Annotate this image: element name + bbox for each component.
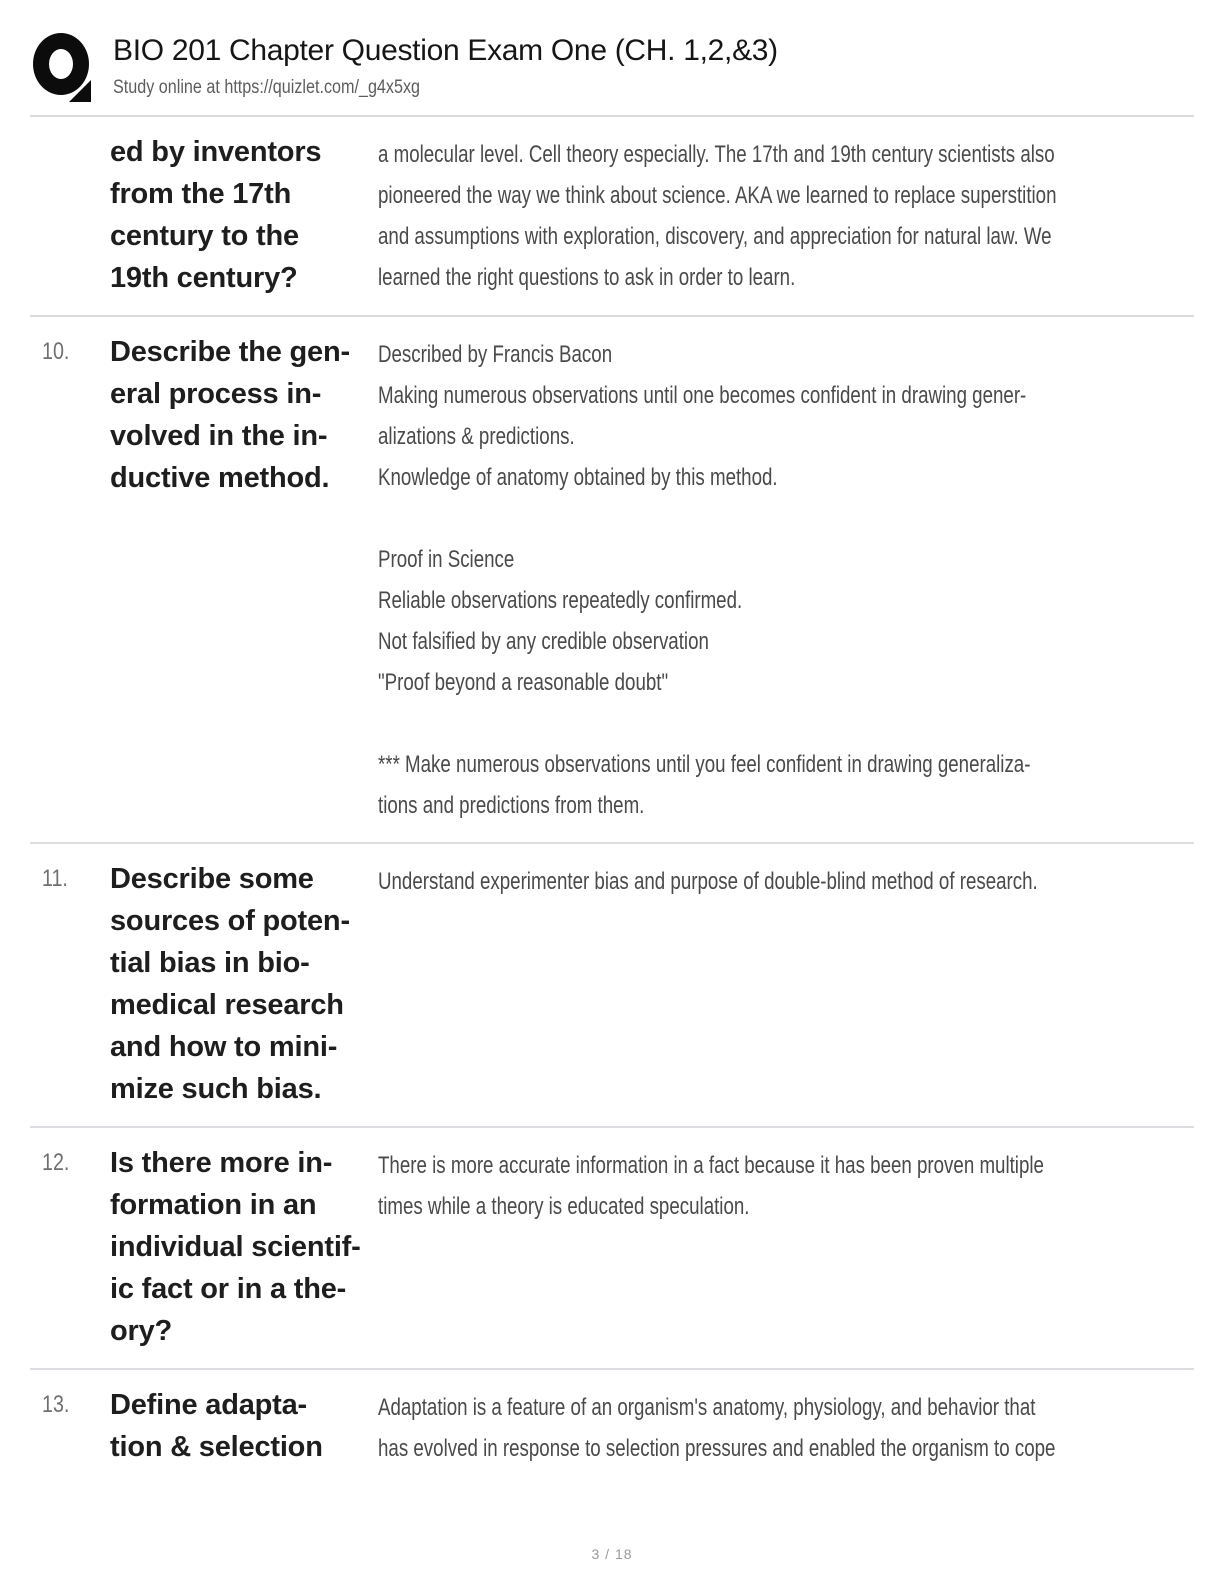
answer-line: has evolved in response to selection pressures and enabled the organism to cope [378,1435,1056,1462]
answer-text [378,858,1224,902]
question-text [110,858,378,1110]
answer-line: *** Make numerous observations until you feel confident in drawing generaliza- [378,751,1031,778]
qa-row [30,844,1194,1128]
question-line: 19th century? [110,262,298,294]
question-line: tial bias in bio- [110,947,310,979]
answer-line [378,703,1030,744]
question-line: medical research [110,989,344,1021]
qa-list [0,117,1224,1485]
page-footer [0,1546,1224,1562]
question-line: century to the [110,220,299,252]
answer-text [378,331,1214,826]
question-line: formation in an [110,1189,317,1221]
qa-row [30,1370,1194,1485]
answer-line: Understand experimenter bias and purpose of double-blind method of research. [378,868,1038,895]
page-title: BIO 201 Chapter Question Exam One (CH. 1,2,&3) [113,34,778,67]
answer-line: Not falsified by any credible observation [378,628,709,655]
answer-line: "Proof beyond a reasonable doubt" [378,669,669,696]
answer-line: pioneered the way we think about science. AKA we learned to replace superstition [378,182,1057,209]
quizlet-q-ring [33,33,89,95]
quizlet-q-logo-icon [33,33,89,95]
page-number: 3 / 18 [591,1546,633,1562]
question-line: mize such bias. [110,1073,322,1105]
question-line: volved in the in- [110,420,328,452]
answer-text [378,131,1224,298]
answer-line: and assumptions with exploration, discovery, and appreciation for natural law. We [378,223,1052,250]
question-line: and how to mini- [110,1031,338,1063]
answer-text [378,1384,1224,1469]
answer-line: Making numerous observations until one becomes confident in drawing gener- [378,382,1027,409]
study-online-link[interactable]: Study online at https://quizlet.com/_g4x5xg [113,77,421,98]
question-line: from the 17th [110,178,292,210]
qa-row [30,317,1194,844]
answer-line: times while a theory is educated speculation. [378,1193,750,1220]
question-line: ed by inventors [110,136,322,168]
answer-line: Knowledge of anatomy obtained by this method. [378,464,778,491]
question-line: ductive method. [110,462,330,494]
question-line: Describe the gen- [110,336,350,368]
question-line: tion & selection [110,1431,323,1463]
header-text [113,30,778,99]
question-number: 11. [42,865,68,892]
question-line: eral process in- [110,378,322,410]
question-text [110,1384,378,1468]
answer-line: learned the right questions to ask in order to learn. [378,264,796,291]
question-text [110,131,378,299]
question-line: individual scientif- [110,1231,361,1263]
answer-line: a molecular level. Cell theory especially. The 17th and 19th century scientists also [378,141,1055,168]
answer-line: Described by Francis Bacon [378,341,613,368]
answer-line: tions and predictions from them. [378,792,645,819]
question-line: ic fact or in a the- [110,1273,347,1305]
page-header [30,0,1194,117]
answer-line: There is more accurate information in a fact because it has been proven multiple [378,1152,1044,1179]
qa-row [30,1128,1194,1370]
question-line: Is there more in- [110,1147,333,1179]
question-line: ory? [110,1315,173,1347]
question-line: Define adapta- [110,1389,308,1421]
answer-line: Reliable observations repeatedly confirmed. [378,587,743,614]
question-number: 13. [42,1391,70,1418]
question-text [110,1142,378,1352]
answer-line: Proof in Science [378,546,515,573]
qa-row [30,117,1194,317]
question-line: Describe some [110,863,314,895]
question-number: 10. [42,338,70,365]
question-text [110,331,378,499]
question-line: sources of poten- [110,905,350,937]
question-number: 12. [42,1149,70,1176]
answer-line [378,498,1030,539]
answer-line: alizations & predictions. [378,423,575,450]
answer-text [378,1142,1224,1227]
answer-line: Adaptation is a feature of an organism's anatomy, physiology, and behavior that [378,1394,1036,1421]
